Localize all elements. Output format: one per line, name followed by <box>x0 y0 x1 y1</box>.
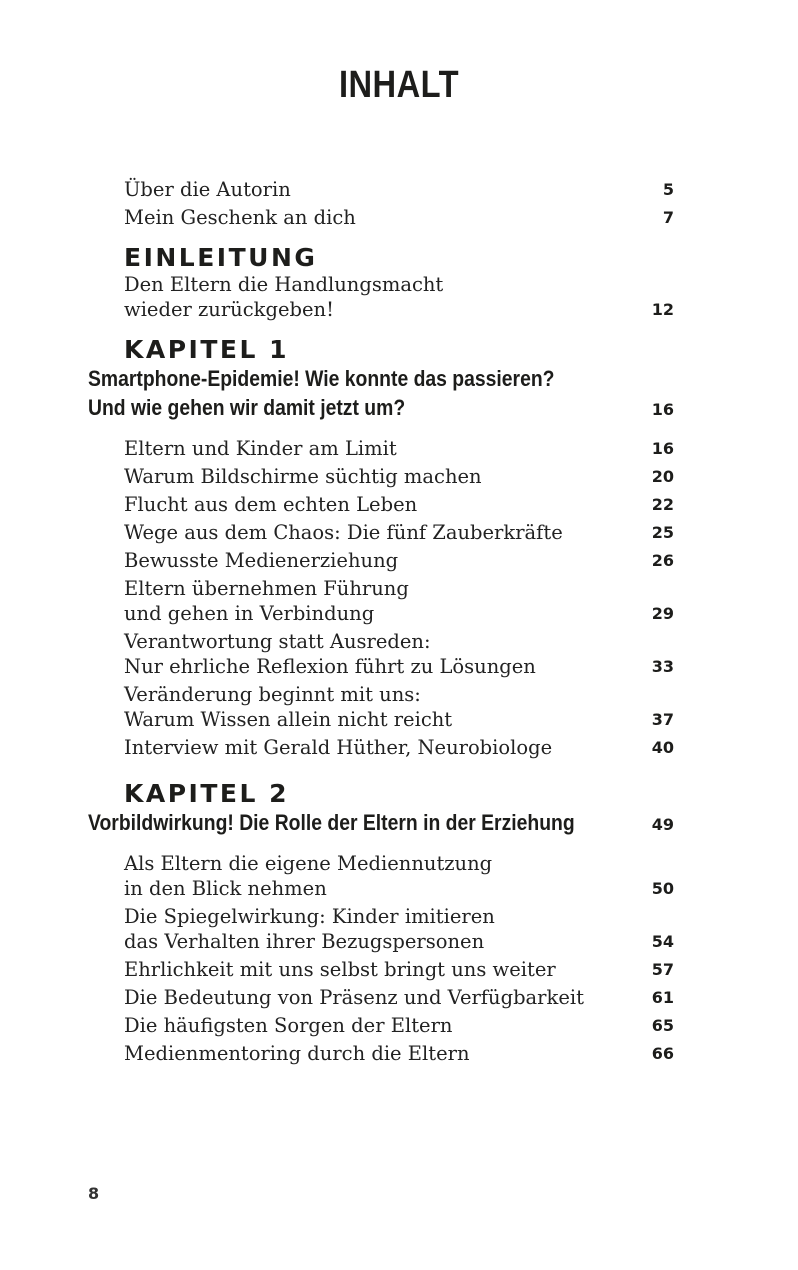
toc-entry-text: Bewusste Medienerziehung <box>124 549 399 572</box>
toc-entry[interactable] <box>124 1041 674 1066</box>
toc-entry-text: Veränderung beginnt mit uns: Warum Wissen allein nicht reicht <box>124 683 453 731</box>
toc-entry[interactable] <box>124 735 674 760</box>
chapter-title-text: Smartphone-Epidemie! Wie konnte das passieren? Und wie gehen wir damit jetzt um? <box>88 366 555 420</box>
toc-entry-text: Wege aus dem Chaos: Die fünf Zauberkräfte <box>124 521 563 544</box>
toc-entry-text: Die Spiegelwirkung: Kinder imitieren das Verhalten ihrer Bezugspersonen <box>124 905 495 953</box>
toc-entry-text: Interview mit Gerald Hüther, Neurobiologe <box>124 736 553 759</box>
toc-entry[interactable] <box>124 548 674 573</box>
toc-entry-text: Eltern übernehmen Führung und gehen in Verbindung <box>124 577 409 625</box>
chapter-heading-1: KAPITEL 1 <box>124 335 290 364</box>
toc-entry-page: 20 <box>651 467 674 486</box>
toc-entry-page: 22 <box>651 495 674 514</box>
toc-entry-page: 54 <box>651 932 674 951</box>
toc-entry-text: Über die Autorin <box>124 178 291 201</box>
toc-entry-page: 5 <box>662 180 674 199</box>
toc-entry[interactable] <box>124 436 674 461</box>
toc-entry[interactable] <box>124 682 674 732</box>
toc-entry[interactable] <box>124 177 674 202</box>
toc-entry[interactable] <box>124 904 674 954</box>
toc-entry[interactable] <box>124 957 674 982</box>
toc-entry-page: 29 <box>651 604 674 623</box>
toc-entry-text: Die häufigsten Sorgen der Eltern <box>124 1014 453 1037</box>
toc-entry[interactable] <box>124 205 674 230</box>
toc-entry-text: Mein Geschenk an dich <box>124 206 356 229</box>
chapter-title-page: 16 <box>651 400 674 419</box>
toc-entry-page: 16 <box>651 439 674 458</box>
toc-entry[interactable] <box>124 464 674 489</box>
chapter-heading-2: KAPITEL 2 <box>124 779 290 808</box>
toc-entry[interactable] <box>124 1013 674 1038</box>
section-heading-einleitung: EINLEITUNG <box>124 243 318 272</box>
toc-entry-page: 66 <box>651 1044 674 1063</box>
toc-entry-text: Als Eltern die eigene Mediennutzung in den Blick nehmen <box>124 852 493 900</box>
toc-entry-text: Ehrlichkeit mit uns selbst bringt uns weiter <box>124 958 556 981</box>
toc-entry-page: 61 <box>651 988 674 1007</box>
toc-entry-text: Medienmentoring durch die Eltern <box>124 1042 470 1065</box>
toc-entry-page: 40 <box>651 738 674 757</box>
toc-entry[interactable] <box>124 492 674 517</box>
toc-entry[interactable] <box>124 576 674 626</box>
toc-entry-text: Die Bedeutung von Präsenz und Verfügbarkeit <box>124 986 584 1009</box>
toc-entry-text: Verantwortung statt Ausreden: Nur ehrliche Reflexion führt zu Lösungen <box>124 630 536 678</box>
toc-entry-page: 7 <box>662 208 674 227</box>
toc-entry[interactable] <box>124 272 674 322</box>
toc-entry-page: 33 <box>651 657 674 676</box>
toc-entry-text: Den Eltern die Handlungsmacht wieder zurückgeben! <box>124 273 444 321</box>
toc-entry-page: 25 <box>651 523 674 542</box>
chapter-title-text: Vorbildwirkung! Die Rolle der Eltern in der Erziehung <box>88 810 575 835</box>
toc-entry-page: 37 <box>651 710 674 729</box>
toc-entry-text: Eltern und Kinder am Limit <box>124 437 397 460</box>
page-number: 8 <box>88 1184 100 1203</box>
toc-entry-page: 26 <box>651 551 674 570</box>
toc-entry-text: Warum Bildschirme süchtig machen <box>124 465 482 488</box>
toc-entry[interactable] <box>124 520 674 545</box>
chapter-title-1[interactable] <box>88 364 674 422</box>
chapter-title-2[interactable] <box>88 808 674 837</box>
toc-entry[interactable] <box>124 851 674 901</box>
toc-entry[interactable] <box>124 629 674 679</box>
toc-entry-page: 50 <box>651 879 674 898</box>
toc-entry[interactable] <box>124 985 674 1010</box>
table-of-contents <box>0 177 798 1066</box>
toc-entry-text: Flucht aus dem echten Leben <box>124 493 418 516</box>
page-title: INHALT <box>339 64 459 106</box>
toc-entry-page: 57 <box>651 960 674 979</box>
chapter-title-page: 49 <box>651 815 674 834</box>
toc-entry-page: 12 <box>651 300 674 319</box>
toc-entry-page: 65 <box>651 1016 674 1035</box>
